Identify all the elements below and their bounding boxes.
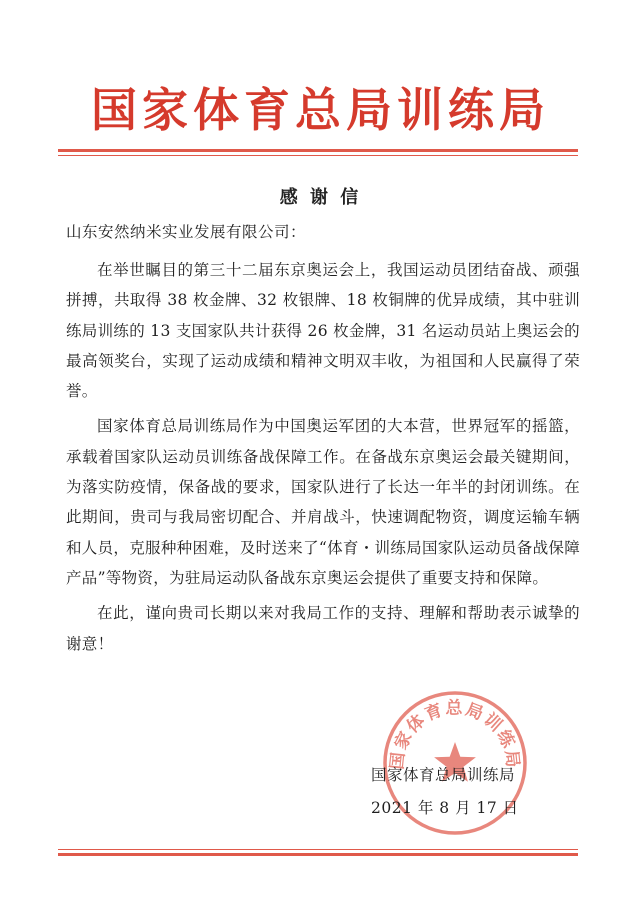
header-rule-thin bbox=[58, 155, 578, 156]
paragraph-2: 国家体育总局训练局作为中国奥运军团的大本营，世界冠军的摇篮，承载着国家队运动员训练备战保障工作。在备战东京奥运会最关键期间，为落实防疫情，保备战的要求，国家队进行了长达一年半的封闭训练。在此期间，贵司与我局密切配合、并肩战斗，快速调配物资，调度运输车辆和人员，克服种种困难，及时送来了“体育・训练局国家队运动员备战保障产品”等物资，为驻局运动队备战东京奥运会提供了重要支持和保障。 bbox=[66, 417, 580, 587]
letter-title: 感 谢 信 bbox=[279, 187, 362, 208]
salutation: 山东安然纳米实业发展有限公司： bbox=[66, 223, 307, 241]
letterhead-title: 国家体育总局训练局 bbox=[91, 83, 550, 137]
header-rule-thick bbox=[58, 149, 578, 152]
footer-rule-thin bbox=[58, 849, 578, 850]
footer-rule-thick bbox=[58, 853, 578, 856]
letter-body bbox=[66, 255, 580, 664]
paragraph-1: 在举世瞩目的第三十二届东京奥运会上，我国运动员团结奋战、顽强拼搏，共取得 38 枚金牌、32 枚银牌、18 枚铜牌的优异成绩，其中驻训练局训练的 13 支国家队共计获得 26 枚金牌，31 名运动员站上奥运会的最高领奖台，实现了运动成绩和精神文明双丰收，为祖国和人民赢得了荣誉。 bbox=[66, 261, 580, 401]
signer-name: 国家体育总局训练局 bbox=[371, 766, 516, 784]
paragraph-3: 在此，谨向贵司长期以来对我局工作的支持、理解和帮助表示诚挚的谢意！ bbox=[66, 604, 580, 653]
seal-text: 国家体育总局训练局 bbox=[387, 698, 523, 771]
sign-date: 2021 年 8 月 17 日 bbox=[371, 799, 519, 817]
